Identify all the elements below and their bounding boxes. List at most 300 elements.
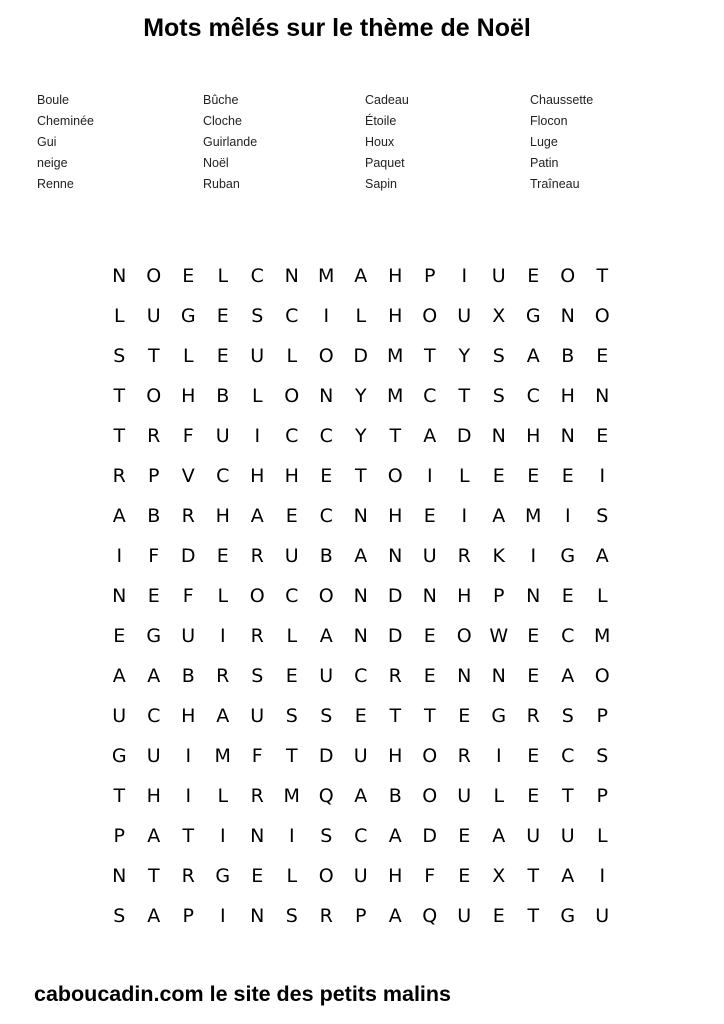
grid-letter: T	[527, 905, 540, 927]
grid-row	[102, 856, 620, 896]
word-item: Flocon	[530, 114, 568, 128]
grid-row	[102, 656, 620, 696]
grid-letter: F	[251, 745, 263, 767]
grid-letter: S	[492, 345, 505, 367]
grid-letter: R	[457, 745, 471, 767]
grid-letter: L	[217, 785, 229, 807]
grid-letter: A	[526, 345, 540, 367]
grid-letter: E	[527, 265, 540, 287]
grid-letter: A	[147, 905, 161, 927]
word-item: Sapin	[365, 177, 397, 191]
grid-letter: I	[219, 625, 226, 647]
grid-letter: P	[113, 825, 125, 847]
grid-letter: N	[457, 665, 472, 687]
grid-letter: G	[215, 865, 231, 887]
grid-letter: M	[387, 345, 404, 367]
grid-letter: C	[285, 305, 299, 327]
grid-letter: D	[422, 825, 438, 847]
grid-letter: T	[113, 425, 126, 447]
grid-letter: U	[353, 865, 368, 887]
grid-letter: O	[387, 465, 403, 487]
grid-letter: A	[561, 665, 575, 687]
grid-letter: S	[251, 665, 264, 687]
word-item: Chaussette	[530, 93, 594, 107]
grid-letter: A	[112, 665, 126, 687]
grid-letter: E	[320, 465, 333, 487]
grid-letter: N	[491, 425, 506, 447]
grid-letter: D	[387, 625, 403, 647]
grid-letter: U	[595, 905, 610, 927]
grid-letter: N	[250, 905, 265, 927]
grid-letter: A	[492, 505, 506, 527]
grid-letter: O	[422, 745, 438, 767]
grid-letter: D	[456, 425, 472, 447]
grid-letter: S	[596, 745, 609, 767]
grid-letter: G	[525, 305, 541, 327]
grid-letter: L	[458, 465, 470, 487]
grid-letter: A	[561, 865, 575, 887]
grid-letter: N	[353, 505, 368, 527]
grid-letter: N	[284, 265, 299, 287]
word-item: Cadeau	[365, 93, 409, 107]
grid-letter: C	[526, 385, 540, 407]
grid-letter: H	[388, 865, 403, 887]
grid-letter: W	[489, 625, 509, 647]
grid-letter: O	[284, 385, 300, 407]
grid-letter: O	[560, 265, 576, 287]
grid-letter: S	[320, 825, 333, 847]
grid-letter: C	[285, 425, 299, 447]
grid-letter: T	[423, 705, 436, 727]
grid-row	[102, 496, 620, 536]
word-item: Luge	[530, 135, 558, 149]
grid-letter: G	[491, 705, 507, 727]
grid-letter: N	[560, 305, 575, 327]
grid-letter: E	[147, 585, 160, 607]
grid-letter: R	[250, 545, 264, 567]
grid-letter: Y	[354, 385, 367, 407]
grid-letter: O	[318, 585, 334, 607]
grid-letter: E	[527, 625, 540, 647]
grid-letter: L	[251, 385, 263, 407]
word-item: Boule	[37, 93, 69, 107]
grid-letter: R	[250, 625, 264, 647]
grid-row	[102, 456, 620, 496]
grid-letter: S	[113, 905, 126, 927]
grid-letter: R	[388, 665, 402, 687]
grid-letter: C	[319, 425, 333, 447]
grid-letter: S	[561, 705, 574, 727]
grid-letter: I	[461, 265, 468, 287]
grid-letter: E	[216, 345, 229, 367]
grid-letter: I	[564, 505, 571, 527]
grid-letter: U	[560, 825, 575, 847]
grid-letter: B	[319, 545, 333, 567]
grid-letter: O	[456, 625, 472, 647]
grid-letter: N	[388, 545, 403, 567]
grid-letter: B	[561, 345, 575, 367]
grid-letter: G	[111, 745, 127, 767]
grid-letter: L	[596, 825, 608, 847]
grid-letter: I	[599, 865, 606, 887]
grid-letter: B	[181, 665, 195, 687]
grid-letter: O	[249, 585, 265, 607]
grid-letter: E	[251, 865, 264, 887]
grid-letter: N	[422, 585, 437, 607]
grid-letter: M	[594, 625, 611, 647]
grid-letter: S	[492, 385, 505, 407]
grid-letter: R	[112, 465, 126, 487]
word-item: Renne	[37, 177, 74, 191]
grid-letter: A	[112, 505, 126, 527]
page-title: Mots mêlés sur le thème de Noël	[143, 14, 531, 42]
grid-letter: M	[283, 785, 300, 807]
grid-letter: I	[426, 465, 433, 487]
grid-letter: I	[461, 505, 468, 527]
grid-letter: H	[181, 385, 196, 407]
grid-letter: T	[147, 865, 160, 887]
grid-letter: D	[353, 345, 369, 367]
grid-letter: I	[495, 745, 502, 767]
grid-letter: E	[492, 465, 505, 487]
grid-letter: E	[285, 665, 298, 687]
grid-letter: Y	[354, 425, 367, 447]
grid-letter: E	[458, 865, 471, 887]
grid-letter: U	[181, 625, 196, 647]
grid-letter: U	[457, 785, 472, 807]
grid-letter: O	[146, 385, 162, 407]
grid-letter: C	[250, 265, 264, 287]
word-column	[530, 90, 593, 195]
grid-letter: I	[288, 825, 295, 847]
grid-letter: X	[492, 865, 506, 887]
grid-letter: L	[286, 865, 298, 887]
word-item: Paquet	[365, 156, 405, 170]
grid-letter: T	[389, 705, 402, 727]
grid-letter: A	[147, 825, 161, 847]
grid-letter: S	[113, 345, 126, 367]
grid-letter: I	[254, 425, 261, 447]
grid-letter: U	[215, 425, 230, 447]
grid-letter: Q	[318, 785, 334, 807]
grid-letter: N	[595, 385, 610, 407]
grid-letter: O	[422, 305, 438, 327]
grid-letter: M	[525, 505, 542, 527]
grid-letter: E	[492, 905, 505, 927]
word-item: Houx	[365, 135, 395, 149]
grid-letter: Q	[422, 905, 438, 927]
grid-letter: C	[147, 705, 161, 727]
grid-letter: A	[319, 625, 333, 647]
grid-row	[102, 536, 620, 576]
grid-letter: O	[594, 665, 610, 687]
grid-letter: T	[596, 265, 609, 287]
grid-letter: O	[146, 265, 162, 287]
grid-row	[102, 336, 620, 376]
word-item: Ruban	[203, 177, 240, 191]
grid-letter: P	[596, 785, 608, 807]
grid-letter: R	[181, 505, 195, 527]
grid-letter: C	[354, 825, 368, 847]
grid-letter: H	[284, 465, 299, 487]
word-list	[37, 90, 677, 200]
grid-letter: L	[493, 785, 505, 807]
grid-letter: H	[388, 305, 403, 327]
grid-letter: A	[250, 505, 264, 527]
grid-letter: R	[181, 865, 195, 887]
word-item: Bûche	[203, 93, 239, 107]
grid-letter: K	[492, 545, 505, 567]
grid-letter: B	[216, 385, 230, 407]
grid-letter: N	[250, 825, 265, 847]
grid-letter: S	[320, 705, 333, 727]
grid-letter: A	[147, 665, 161, 687]
grid-row	[102, 616, 620, 656]
grid-letter: T	[113, 385, 126, 407]
grid-letter: P	[493, 585, 505, 607]
grid-letter: G	[560, 545, 576, 567]
grid-letter: B	[388, 785, 402, 807]
grid-letter: U	[457, 905, 472, 927]
grid-letter: C	[561, 745, 575, 767]
word-column	[365, 90, 409, 195]
grid-letter: F	[424, 865, 436, 887]
grid-letter: E	[423, 505, 436, 527]
grid-letter: C	[216, 465, 230, 487]
grid-letter: T	[527, 865, 540, 887]
grid-letter: U	[526, 825, 541, 847]
grid-row	[102, 896, 620, 936]
grid-letter: U	[353, 745, 368, 767]
grid-row	[102, 256, 620, 296]
grid-letter: I	[599, 465, 606, 487]
footer-text: caboucadin.com le site des petits malins	[34, 982, 451, 1006]
grid-letter: T	[561, 785, 574, 807]
grid-letter: T	[285, 745, 298, 767]
word-item: Guirlande	[203, 135, 258, 149]
grid-row	[102, 296, 620, 336]
grid-letter: N	[319, 385, 334, 407]
grid-letter: U	[319, 665, 334, 687]
grid-letter: R	[457, 545, 471, 567]
grid-letter: E	[216, 305, 229, 327]
grid-letter: E	[458, 825, 471, 847]
grid-letter: E	[423, 625, 436, 647]
word-item: Étoile	[365, 114, 397, 128]
grid-letter: U	[422, 545, 437, 567]
grid-letter: C	[319, 505, 333, 527]
grid-letter: O	[422, 785, 438, 807]
grid-letter: M	[387, 385, 404, 407]
grid-letter: G	[560, 905, 576, 927]
grid-letter: P	[424, 265, 436, 287]
grid-row	[102, 736, 620, 776]
grid-letter: U	[112, 705, 127, 727]
grid-letter: F	[148, 545, 160, 567]
grid-letter: H	[250, 465, 265, 487]
grid-letter: S	[285, 705, 298, 727]
grid-letter: I	[323, 305, 330, 327]
grid-letter: A	[492, 825, 506, 847]
grid-letter: U	[284, 545, 299, 567]
grid-letter: V	[181, 465, 195, 487]
grid-letter: E	[285, 505, 298, 527]
grid-letter: E	[561, 585, 574, 607]
grid-letter: L	[286, 625, 298, 647]
grid-letter: E	[596, 345, 609, 367]
grid-letter: M	[318, 265, 335, 287]
grid-letter: E	[113, 625, 126, 647]
grid-letter: A	[388, 905, 402, 927]
grid-letter: R	[250, 785, 264, 807]
grid-letter: E	[527, 745, 540, 767]
letter-grid	[102, 256, 620, 936]
grid-letter: U	[146, 305, 161, 327]
grid-letter: L	[596, 585, 608, 607]
word-item: neige	[37, 156, 68, 170]
grid-letter: C	[561, 625, 575, 647]
grid-row	[102, 376, 620, 416]
word-item: Gui	[37, 135, 57, 149]
word-item: Noël	[203, 156, 229, 170]
grid-letter: H	[388, 265, 403, 287]
grid-letter: O	[318, 345, 334, 367]
grid-letter: E	[596, 425, 609, 447]
grid-letter: E	[423, 665, 436, 687]
grid-row	[102, 696, 620, 736]
grid-letter: H	[560, 385, 575, 407]
grid-row	[102, 416, 620, 456]
grid-letter: E	[216, 545, 229, 567]
grid-letter: A	[595, 545, 609, 567]
grid-letter: C	[423, 385, 437, 407]
grid-letter: A	[216, 705, 230, 727]
grid-letter: L	[182, 345, 194, 367]
grid-letter: P	[148, 465, 160, 487]
grid-letter: P	[182, 905, 194, 927]
grid-letter: L	[217, 585, 229, 607]
grid-letter: E	[354, 705, 367, 727]
grid-letter: A	[354, 545, 368, 567]
grid-letter: T	[354, 465, 367, 487]
grid-letter: T	[458, 385, 471, 407]
grid-letter: F	[182, 425, 194, 447]
grid-letter: U	[491, 265, 506, 287]
grid-letter: L	[217, 265, 229, 287]
grid-letter: N	[560, 425, 575, 447]
grid-letter: R	[147, 425, 161, 447]
grid-letter: U	[250, 345, 265, 367]
grid-letter: T	[147, 345, 160, 367]
grid-letter: H	[146, 785, 161, 807]
grid-letter: C	[354, 665, 368, 687]
grid-letter: H	[215, 505, 230, 527]
grid-letter: L	[286, 345, 298, 367]
grid-letter: A	[354, 265, 368, 287]
grid-letter: N	[112, 865, 127, 887]
grid-letter: H	[388, 505, 403, 527]
grid-letter: M	[214, 745, 231, 767]
grid-letter: R	[319, 905, 333, 927]
grid-letter: N	[353, 585, 368, 607]
word-item: Cloche	[203, 114, 242, 128]
word-column	[37, 90, 94, 195]
grid-letter: I	[185, 745, 192, 767]
grid-letter: U	[250, 705, 265, 727]
grid-letter: H	[388, 745, 403, 767]
grid-letter: E	[561, 465, 574, 487]
grid-letter: I	[185, 785, 192, 807]
grid-letter: N	[353, 625, 368, 647]
grid-letter: U	[457, 305, 472, 327]
grid-letter: P	[355, 905, 367, 927]
grid-letter: N	[491, 665, 506, 687]
grid-letter: T	[113, 785, 126, 807]
grid-letter: U	[146, 745, 161, 767]
grid-letter: X	[492, 305, 506, 327]
grid-letter: A	[354, 785, 368, 807]
grid-letter: I	[530, 545, 537, 567]
grid-letter: A	[388, 825, 402, 847]
grid-letter: C	[285, 585, 299, 607]
grid-letter: N	[526, 585, 541, 607]
grid-letter: A	[423, 425, 437, 447]
grid-letter: G	[180, 305, 196, 327]
grid-letter: N	[112, 265, 127, 287]
word-item: Patin	[530, 156, 559, 170]
grid-letter: T	[389, 425, 402, 447]
grid-letter: R	[216, 665, 230, 687]
grid-letter: E	[458, 705, 471, 727]
grid-letter: E	[527, 465, 540, 487]
grid-row	[102, 816, 620, 856]
grid-letter: H	[181, 705, 196, 727]
grid-letter: Y	[458, 345, 471, 367]
grid-letter: G	[146, 625, 162, 647]
word-column	[203, 90, 257, 195]
grid-letter: H	[526, 425, 541, 447]
grid-letter: E	[182, 265, 195, 287]
grid-letter: O	[318, 865, 334, 887]
grid-letter: T	[182, 825, 195, 847]
grid-letter: D	[180, 545, 196, 567]
grid-letter: B	[147, 505, 161, 527]
grid-letter: E	[527, 785, 540, 807]
grid-letter: N	[112, 585, 127, 607]
grid-letter: F	[182, 585, 194, 607]
grid-letter: S	[596, 505, 609, 527]
grid-letter: D	[387, 585, 403, 607]
grid-letter: T	[423, 345, 436, 367]
grid-letter: S	[285, 905, 298, 927]
grid-letter: I	[219, 825, 226, 847]
grid-letter: D	[318, 745, 334, 767]
grid-row	[102, 576, 620, 616]
grid-letter: H	[457, 585, 472, 607]
grid-letter: E	[527, 665, 540, 687]
word-item: Traîneau	[530, 177, 580, 191]
grid-letter: R	[526, 705, 540, 727]
grid-letter: L	[113, 305, 125, 327]
grid-letter: I	[219, 905, 226, 927]
grid-letter: P	[596, 705, 608, 727]
grid-row	[102, 776, 620, 816]
grid-letter: I	[116, 545, 123, 567]
grid-letter: S	[251, 305, 264, 327]
grid-letter: L	[355, 305, 367, 327]
grid-letter: O	[594, 305, 610, 327]
word-item: Cheminée	[37, 114, 94, 128]
